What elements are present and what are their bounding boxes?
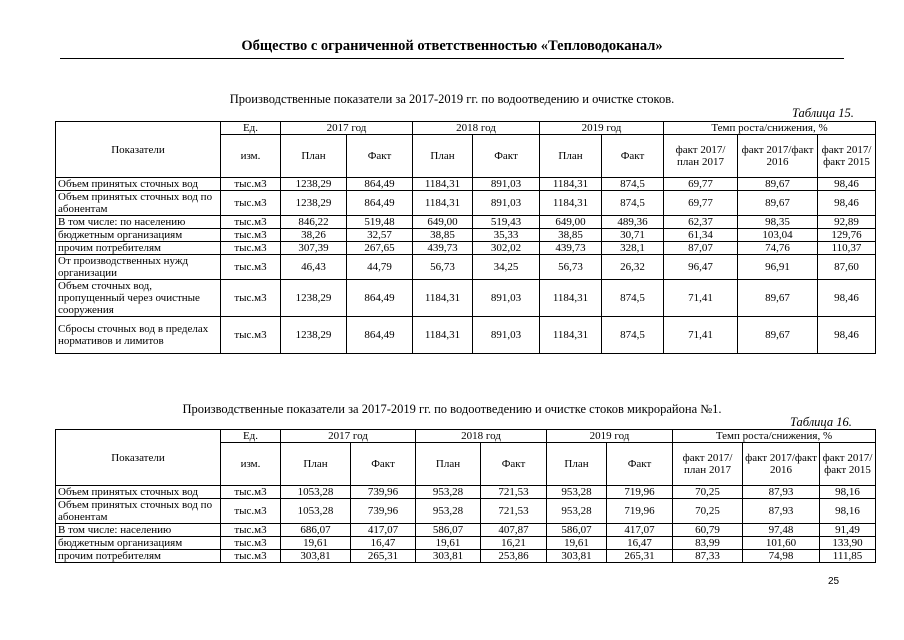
table-row: [56, 242, 876, 255]
row-label: Объем принятых сточных вод: [56, 486, 221, 499]
row-label: прочим потребителям: [56, 550, 221, 563]
row-label: От производственных нужд организации: [56, 255, 221, 280]
row-unit: тыс.м3: [221, 537, 281, 550]
row-unit: тыс.м3: [221, 550, 281, 563]
hdr-growth-1: факт 2017/ план 2017: [664, 135, 738, 178]
value-cell: 70,25: [673, 499, 743, 524]
value-cell: 1184,31: [413, 280, 473, 317]
row-unit: тыс.м3: [221, 486, 281, 499]
value-cell: 649,00: [413, 216, 473, 229]
value-cell: 16,47: [607, 537, 673, 550]
table-row: [56, 216, 876, 229]
value-cell: 649,00: [540, 216, 602, 229]
row-unit: тыс.м3: [221, 524, 281, 537]
value-cell: 97,48: [743, 524, 820, 537]
value-cell: 110,37: [818, 242, 876, 255]
value-cell: 98,35: [738, 216, 818, 229]
value-cell: 417,07: [351, 524, 416, 537]
row-unit: тыс.м3: [221, 242, 281, 255]
value-cell: 87,60: [818, 255, 876, 280]
value-cell: 98,16: [820, 486, 876, 499]
hdr-unit-bottom: изм.: [221, 135, 281, 178]
value-cell: 96,47: [664, 255, 738, 280]
table-row: [56, 255, 876, 280]
table16: [55, 429, 876, 563]
value-cell: 303,81: [416, 550, 481, 563]
value-cell: 98,16: [820, 499, 876, 524]
value-cell: 111,85: [820, 550, 876, 563]
value-cell: 101,60: [743, 537, 820, 550]
value-cell: 721,53: [481, 486, 547, 499]
value-cell: 307,39: [281, 242, 347, 255]
row-unit: тыс.м3: [221, 178, 281, 191]
value-cell: 1238,29: [281, 280, 347, 317]
value-cell: 874,5: [602, 191, 664, 216]
row-unit: тыс.м3: [221, 499, 281, 524]
row-unit: тыс.м3: [221, 229, 281, 242]
table-row: [56, 229, 876, 242]
table-row: [56, 486, 876, 499]
value-cell: 98,46: [818, 317, 876, 354]
value-cell: 686,07: [281, 524, 351, 537]
value-cell: 70,25: [673, 486, 743, 499]
value-cell: 891,03: [473, 317, 540, 354]
value-cell: 719,96: [607, 499, 673, 524]
table16-label: Таблица 16.: [790, 415, 852, 429]
value-cell: 253,86: [481, 550, 547, 563]
table-row: [56, 317, 876, 354]
value-cell: 74,98: [743, 550, 820, 563]
table-row: [56, 524, 876, 537]
value-cell: 91,49: [820, 524, 876, 537]
value-cell: 71,41: [664, 317, 738, 354]
value-cell: 864,49: [347, 191, 413, 216]
page-number: 25: [828, 576, 840, 587]
hdr-fact: Факт: [607, 443, 673, 486]
value-cell: 87,93: [743, 499, 820, 524]
hdr-indicators: Показатели: [56, 430, 221, 486]
value-cell: 864,49: [347, 178, 413, 191]
hdr-fact: Факт: [481, 443, 547, 486]
value-cell: 1184,31: [413, 178, 473, 191]
value-cell: 719,96: [607, 486, 673, 499]
hdr-plan: План: [547, 443, 607, 486]
value-cell: 739,96: [351, 486, 416, 499]
value-cell: 1238,29: [281, 191, 347, 216]
row-label: прочим потребителям: [56, 242, 221, 255]
value-cell: 16,21: [481, 537, 547, 550]
value-cell: 1184,31: [413, 191, 473, 216]
value-cell: 60,79: [673, 524, 743, 537]
value-cell: 874,5: [602, 317, 664, 354]
value-cell: 1184,31: [540, 317, 602, 354]
value-cell: 265,31: [607, 550, 673, 563]
value-cell: 874,5: [602, 178, 664, 191]
value-cell: 89,67: [738, 317, 818, 354]
value-cell: 44,79: [347, 255, 413, 280]
row-label: В том числе: населению: [56, 524, 221, 537]
value-cell: 98,46: [818, 178, 876, 191]
hdr-growth: Темп роста/снижения, %: [673, 430, 876, 443]
hdr-year-2019: 2019 год: [540, 122, 664, 135]
row-label: Сбросы сточных вод в пределах нормативов и лимитов: [56, 317, 221, 354]
value-cell: 87,33: [673, 550, 743, 563]
row-unit: тыс.м3: [221, 191, 281, 216]
value-cell: 83,99: [673, 537, 743, 550]
value-cell: 439,73: [413, 242, 473, 255]
value-cell: 519,43: [473, 216, 540, 229]
hdr-plan: План: [413, 135, 473, 178]
document-header: Общество с ограниченной ответственностью «Тепловодоканал»: [241, 38, 663, 54]
value-cell: 1184,31: [540, 178, 602, 191]
value-cell: 38,85: [540, 229, 602, 242]
hdr-plan: План: [281, 443, 351, 486]
hdr-fact: Факт: [351, 443, 416, 486]
hdr-growth-2: факт 2017/факт 2016: [743, 443, 820, 486]
row-label: В том числе: по населению: [56, 216, 221, 229]
value-cell: 96,91: [738, 255, 818, 280]
value-cell: 586,07: [416, 524, 481, 537]
value-cell: 61,34: [664, 229, 738, 242]
value-cell: 19,61: [547, 537, 607, 550]
hdr-fact: Факт: [602, 135, 664, 178]
row-label: Объем сточных вод, пропущенный через очистные сооружения: [56, 280, 221, 317]
table16-caption: Производственные показатели за 2017-2019 гг. по водоотведению и очистке стоков микрорайона №1.: [182, 402, 722, 416]
value-cell: 864,49: [347, 317, 413, 354]
hdr-growth: Темп роста/снижения, %: [664, 122, 876, 135]
value-cell: 89,67: [738, 178, 818, 191]
value-cell: 1053,28: [281, 486, 351, 499]
hdr-year-2018: 2018 год: [416, 430, 547, 443]
hdr-plan: План: [281, 135, 347, 178]
value-cell: 953,28: [416, 499, 481, 524]
hdr-unit-bottom: изм.: [221, 443, 281, 486]
row-label: бюджетным организациям: [56, 229, 221, 242]
value-cell: 1184,31: [540, 191, 602, 216]
value-cell: 586,07: [547, 524, 607, 537]
hdr-growth-3: факт 2017/факт 2015: [820, 443, 876, 486]
hdr-growth-1: факт 2017/ план 2017: [673, 443, 743, 486]
value-cell: 302,02: [473, 242, 540, 255]
row-unit: тыс.м3: [221, 280, 281, 317]
row-label: Объем принятых сточных вод: [56, 178, 221, 191]
row-unit: тыс.м3: [221, 216, 281, 229]
value-cell: 407,87: [481, 524, 547, 537]
table-row: [56, 178, 876, 191]
value-cell: 30,71: [602, 229, 664, 242]
value-cell: 739,96: [351, 499, 416, 524]
hdr-growth-3: факт 2017/факт 2015: [818, 135, 876, 178]
value-cell: 303,81: [547, 550, 607, 563]
table-row: [56, 499, 876, 524]
value-cell: 87,07: [664, 242, 738, 255]
value-cell: 133,90: [820, 537, 876, 550]
row-unit: тыс.м3: [221, 255, 281, 280]
hdr-indicators: Показатели: [56, 122, 221, 178]
value-cell: 69,77: [664, 178, 738, 191]
value-cell: 98,46: [818, 191, 876, 216]
value-cell: 35,33: [473, 229, 540, 242]
hdr-fact: Факт: [473, 135, 540, 178]
table-row: [56, 550, 876, 563]
table-row: [56, 191, 876, 216]
table15: [55, 121, 876, 354]
table-row: [56, 537, 876, 550]
value-cell: 26,32: [602, 255, 664, 280]
value-cell: 19,61: [416, 537, 481, 550]
value-cell: 328,1: [602, 242, 664, 255]
value-cell: 129,76: [818, 229, 876, 242]
row-label: Объем принятых сточных вод по абонентам: [56, 191, 221, 216]
hdr-year-2017: 2017 год: [281, 430, 416, 443]
value-cell: 89,67: [738, 191, 818, 216]
row-unit: тыс.м3: [221, 317, 281, 354]
table15-label: Таблица 15.: [792, 106, 854, 120]
table15-caption: Производственные показатели за 2017-2019 гг. по водоотведению и очистке стоков.: [229, 92, 675, 106]
hdr-plan: План: [416, 443, 481, 486]
value-cell: 417,07: [607, 524, 673, 537]
value-cell: 74,76: [738, 242, 818, 255]
value-cell: 34,25: [473, 255, 540, 280]
value-cell: 953,28: [416, 486, 481, 499]
hdr-year-2017: 2017 год: [281, 122, 413, 135]
hdr-year-2018: 2018 год: [413, 122, 540, 135]
value-cell: 303,81: [281, 550, 351, 563]
value-cell: 1184,31: [540, 280, 602, 317]
value-cell: 56,73: [413, 255, 473, 280]
value-cell: 16,47: [351, 537, 416, 550]
hdr-fact: Факт: [347, 135, 413, 178]
value-cell: 98,46: [818, 280, 876, 317]
value-cell: 62,37: [664, 216, 738, 229]
hdr-unit-top: Ед.: [221, 122, 281, 135]
value-cell: 1053,28: [281, 499, 351, 524]
value-cell: 71,41: [664, 280, 738, 317]
header-rule: [60, 58, 844, 59]
value-cell: 439,73: [540, 242, 602, 255]
value-cell: 891,03: [473, 178, 540, 191]
value-cell: 87,93: [743, 486, 820, 499]
value-cell: 519,48: [347, 216, 413, 229]
value-cell: 1238,29: [281, 317, 347, 354]
value-cell: 69,77: [664, 191, 738, 216]
value-cell: 103,04: [738, 229, 818, 242]
value-cell: 846,22: [281, 216, 347, 229]
hdr-unit-top: Ед.: [221, 430, 281, 443]
table-row: [56, 280, 876, 317]
value-cell: 19,61: [281, 537, 351, 550]
value-cell: 89,67: [738, 280, 818, 317]
row-label: бюджетным организациям: [56, 537, 221, 550]
value-cell: 874,5: [602, 280, 664, 317]
value-cell: 38,26: [281, 229, 347, 242]
value-cell: 721,53: [481, 499, 547, 524]
hdr-plan: План: [540, 135, 602, 178]
value-cell: 92,89: [818, 216, 876, 229]
value-cell: 32,57: [347, 229, 413, 242]
value-cell: 953,28: [547, 499, 607, 524]
value-cell: 891,03: [473, 191, 540, 216]
value-cell: 1238,29: [281, 178, 347, 191]
value-cell: 56,73: [540, 255, 602, 280]
row-label: Объем принятых сточных вод по абонентам: [56, 499, 221, 524]
value-cell: 38,85: [413, 229, 473, 242]
value-cell: 46,43: [281, 255, 347, 280]
value-cell: 891,03: [473, 280, 540, 317]
value-cell: 265,31: [351, 550, 416, 563]
value-cell: 953,28: [547, 486, 607, 499]
hdr-year-2019: 2019 год: [547, 430, 673, 443]
hdr-growth-2: факт 2017/факт 2016: [738, 135, 818, 178]
value-cell: 267,65: [347, 242, 413, 255]
value-cell: 1184,31: [413, 317, 473, 354]
value-cell: 489,36: [602, 216, 664, 229]
value-cell: 864,49: [347, 280, 413, 317]
